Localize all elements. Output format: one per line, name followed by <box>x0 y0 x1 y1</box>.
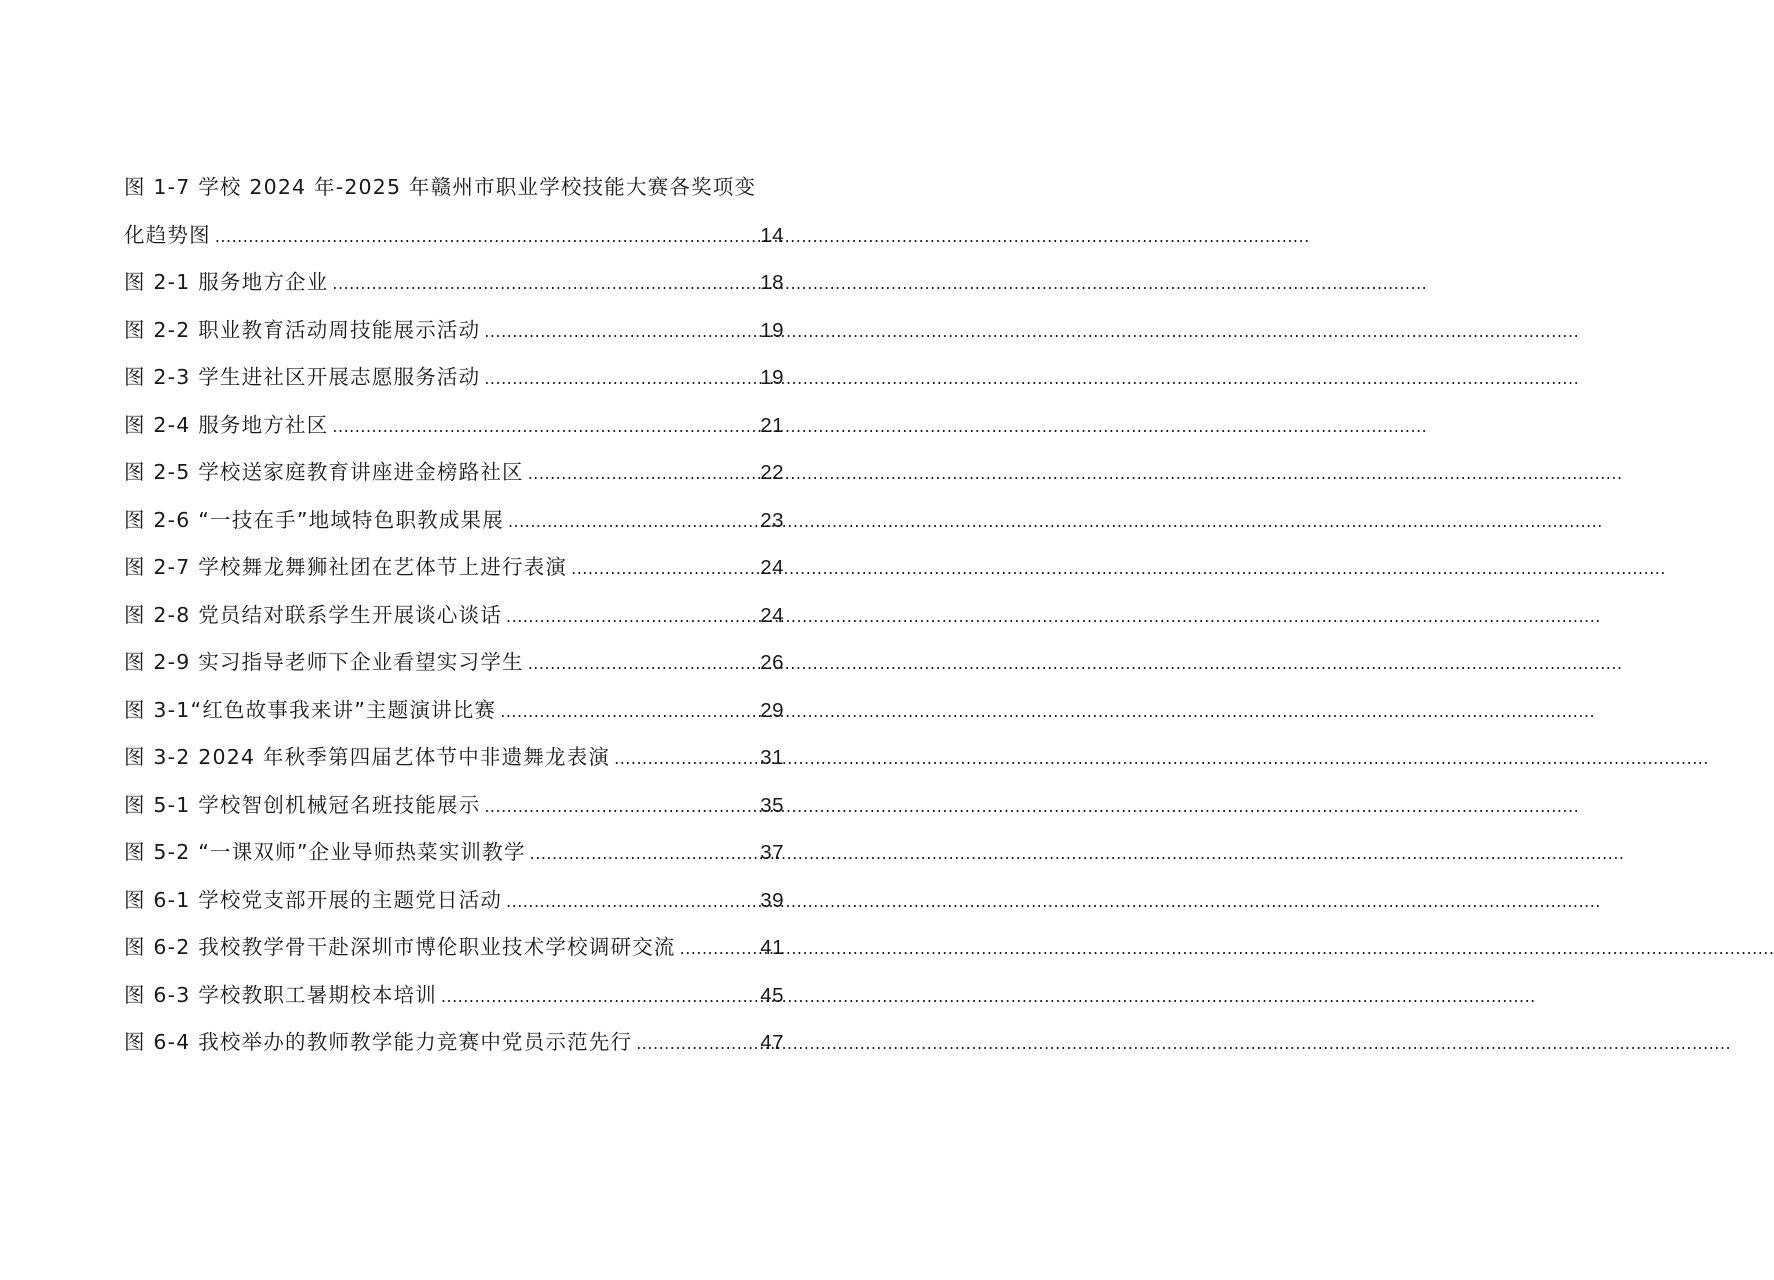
toc-entry-page: 26 <box>760 651 784 674</box>
toc-entry <box>124 782 784 830</box>
dot-leader <box>502 593 760 641</box>
toc-entry-title: 图 2-8 党员结对联系学生开展谈心谈话 <box>124 602 503 627</box>
toc-entry-title: 图 3-2 2024 年秋季第四届艺体节中非遗舞龙表演 <box>124 745 611 769</box>
toc-entry-page: 19 <box>760 366 784 389</box>
toc-entry-title: 图 2-2 职业教育活动周技能展示活动 <box>124 317 481 342</box>
toc-entry-title: 图 6-3 学校教职工暑期校本培训 <box>124 982 437 1007</box>
toc-entry <box>124 829 784 877</box>
toc-entry <box>124 259 784 307</box>
toc-entry-title: 化趋势图 <box>124 222 211 247</box>
toc-entry-page: 14 <box>760 223 784 247</box>
toc-entry <box>124 307 784 355</box>
dot-leader <box>524 450 760 498</box>
dot-leader <box>480 308 760 356</box>
toc-entry-title: 图 6-4 我校举办的教师教学能力竞赛中党员示范先行 <box>124 1030 633 1054</box>
toc-entry-page: 22 <box>760 461 784 484</box>
toc-entry-page: 47 <box>760 1031 784 1054</box>
toc-entry-page: 39 <box>760 888 784 912</box>
toc-entry-page: 19 <box>760 318 784 342</box>
dot-leader <box>211 213 760 261</box>
toc-entry <box>124 877 784 925</box>
toc-entry-page: 37 <box>760 841 784 864</box>
toc-entry-page: 21 <box>760 413 784 437</box>
toc-entry-page: 41 <box>760 936 784 959</box>
dot-leader <box>502 878 760 926</box>
toc-entry-title: 图 6-2 我校教学骨干赴深圳市博伦职业技术学校调研交流 <box>124 935 676 959</box>
toc-entry <box>124 592 784 640</box>
toc-entry-page: 24 <box>760 603 784 627</box>
toc-entry-page: 23 <box>760 508 784 532</box>
dot-leader <box>632 1020 760 1068</box>
toc-entry-page: 45 <box>760 983 784 1007</box>
dot-leader <box>676 925 761 973</box>
toc-entry-title: 图 2-7 学校舞龙舞狮社团在艺体节上进行表演 <box>124 555 568 579</box>
dot-leader <box>328 403 760 451</box>
dot-leader <box>524 640 760 688</box>
toc-entry <box>124 402 784 450</box>
toc-entry-title: 图 5-1 学校智创机械冠名班技能展示 <box>124 792 481 817</box>
toc-entry-title: 图 2-1 服务地方企业 <box>124 270 329 294</box>
dot-leader <box>480 783 760 831</box>
dot-leader <box>504 498 760 546</box>
dot-leader <box>328 260 760 308</box>
dot-leader <box>610 735 760 783</box>
toc-entry-page: 35 <box>760 793 784 817</box>
toc-entry <box>124 497 784 545</box>
toc-entry-row <box>124 212 784 260</box>
toc-entry-title: 图 5-2 “一课双师”企业导师热菜实训教学 <box>124 840 526 864</box>
toc-entry-title: 图 2-5 学校送家庭教育讲座进金榜路社区 <box>124 460 524 484</box>
toc-entry-page: 31 <box>760 746 784 769</box>
toc-entry <box>124 1019 784 1067</box>
toc-entry <box>124 449 784 497</box>
toc-entry-title: 图 2-3 学生进社区开展志愿服务活动 <box>124 365 481 389</box>
toc-entry-title: 图 2-4 服务地方社区 <box>124 412 329 437</box>
dot-leader <box>526 830 761 878</box>
toc-entry <box>124 972 784 1020</box>
toc-entry-title-line1: 图 1-7 学校 2024 年-2025 年赣州市职业学校技能大赛各奖项变 <box>124 175 757 199</box>
toc-entry <box>124 544 784 592</box>
toc-entry <box>124 639 784 687</box>
toc-entry-page: 18 <box>760 271 784 294</box>
toc-entry <box>124 687 784 735</box>
dot-leader <box>437 973 760 1021</box>
toc-entry <box>124 734 784 782</box>
toc-entry-title: 图 2-9 实习指导老师下企业看望实习学生 <box>124 650 524 674</box>
dot-leader <box>567 545 760 593</box>
toc-entry <box>124 354 784 402</box>
toc-entry <box>124 164 784 259</box>
toc-entry-page: 29 <box>760 698 784 722</box>
toc-entry-title: 图 3-1“红色故事我来讲”主题演讲比赛 <box>124 697 497 722</box>
toc-entry-title: 图 6-1 学校党支部开展的主题党日活动 <box>124 887 503 912</box>
toc-entry-page: 24 <box>760 556 784 579</box>
toc-entry-title: 图 2-6 “一技在手”地域特色职教成果展 <box>124 507 504 532</box>
dot-leader <box>480 355 760 403</box>
figure-list <box>124 164 784 1067</box>
toc-entry <box>124 924 784 972</box>
dot-leader <box>496 688 760 736</box>
